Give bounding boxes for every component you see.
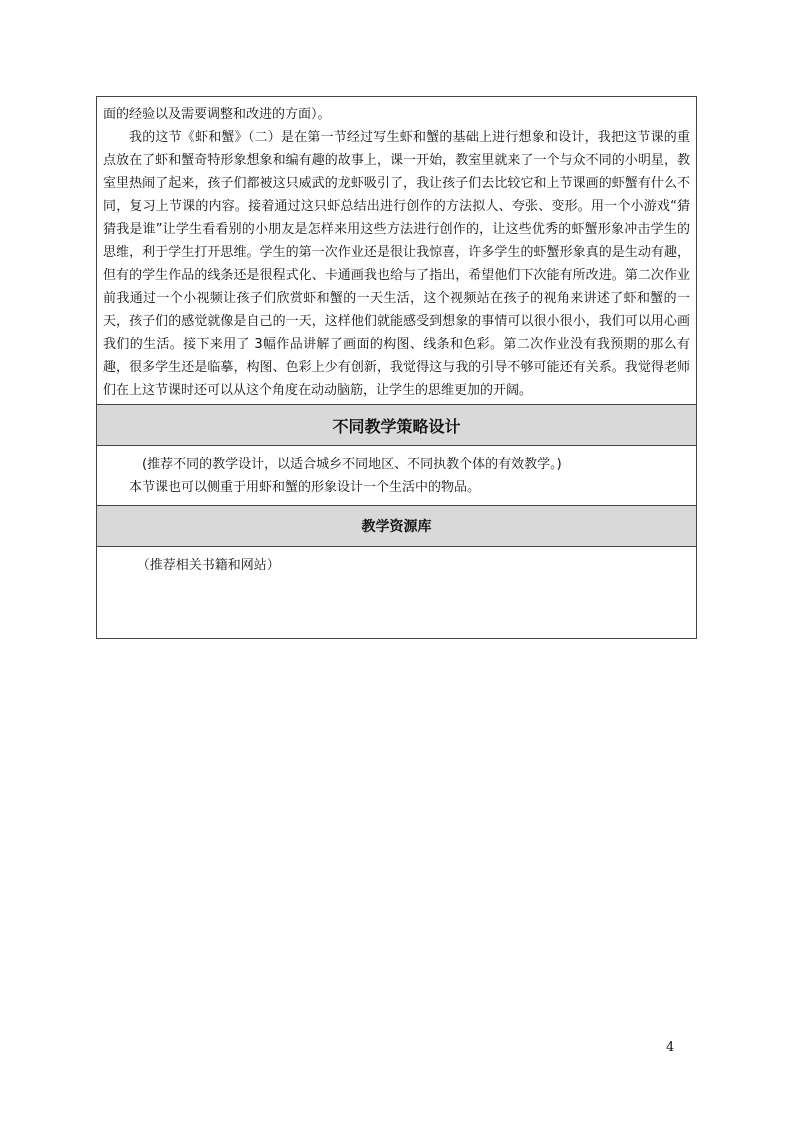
reflection-section <box>97 97 696 405</box>
page-number: 4 <box>666 1040 675 1055</box>
strategy-note: (推荐不同的教学设计，以适合城乡不同地区、不同执教个体的有效教学。) <box>142 457 562 472</box>
reflection-continuation: 面的经验以及需要调整和改进的方面）。 <box>103 107 331 122</box>
strategy-text: 本节课也可以侧重于用虾和蟹的形象设计一个生活中的物品。 <box>129 480 481 495</box>
resources-note: （推荐相关书籍和网站） <box>136 558 280 573</box>
resources-section <box>97 547 696 638</box>
resources-title: 教学资源库 <box>361 519 432 535</box>
strategy-header <box>97 405 696 446</box>
strategy-title: 不同教学策略设计 <box>332 416 461 436</box>
lesson-plan-table <box>96 96 697 639</box>
reflection-paragraph: 我的这节《虾和蟹》（二）是在第一节经过写生虾和蟹的基础上进行想象和设计，我把这节课的重点放在了虾和蟹奇特形象想象和编有趣的故事上，课一开始，教室里就来了一个与众不同的小明星，教室里热闹了起来，孩子们都被这只威武的龙虾吸引了，我让孩子们去比较它和上节课画的虾蟹有什么不同，复习上节课的内容。接着通过这只虾总结出进行创作的方法拟人、夸张、变形。用一个小游戏“猜猜我是谁”让学生看看别的小朋友是怎样来用这些方法进行创作的，让这些优秀的虾蟹形象冲击学生的思维，利于学生打开思维。学生的第一次作业还是很让我惊喜，许多学生的虾蟹形象真的是生动有趣，但有的学生作品的线条还是很程式化、卡通画我也给与了指出，希望他们下次能有所改进。第二次作业前我通过一个小视频让孩子们欣赏虾和蟹的一天生活，这个视频站在孩子的视角来讲述了虾和蟹的一天，孩子们的感觉就像是自己的一天，这样他们就能感受到想象的事情可以很小很小，我们可以用心画我们的生活。接下来用了 3幅作品讲解了画面的构图、线条和色彩。第二次作业没有我预期的那么有趣，很多学生还是临摹，构图、色彩上少有创新，我觉得这与我的引导不够可能还有关系。我觉得老师们在上这节课时还可以从这个角度在动动脑筋，让学生的思维更加的开阔。 <box>103 130 690 398</box>
resources-header <box>97 506 696 547</box>
strategy-section <box>97 446 696 506</box>
